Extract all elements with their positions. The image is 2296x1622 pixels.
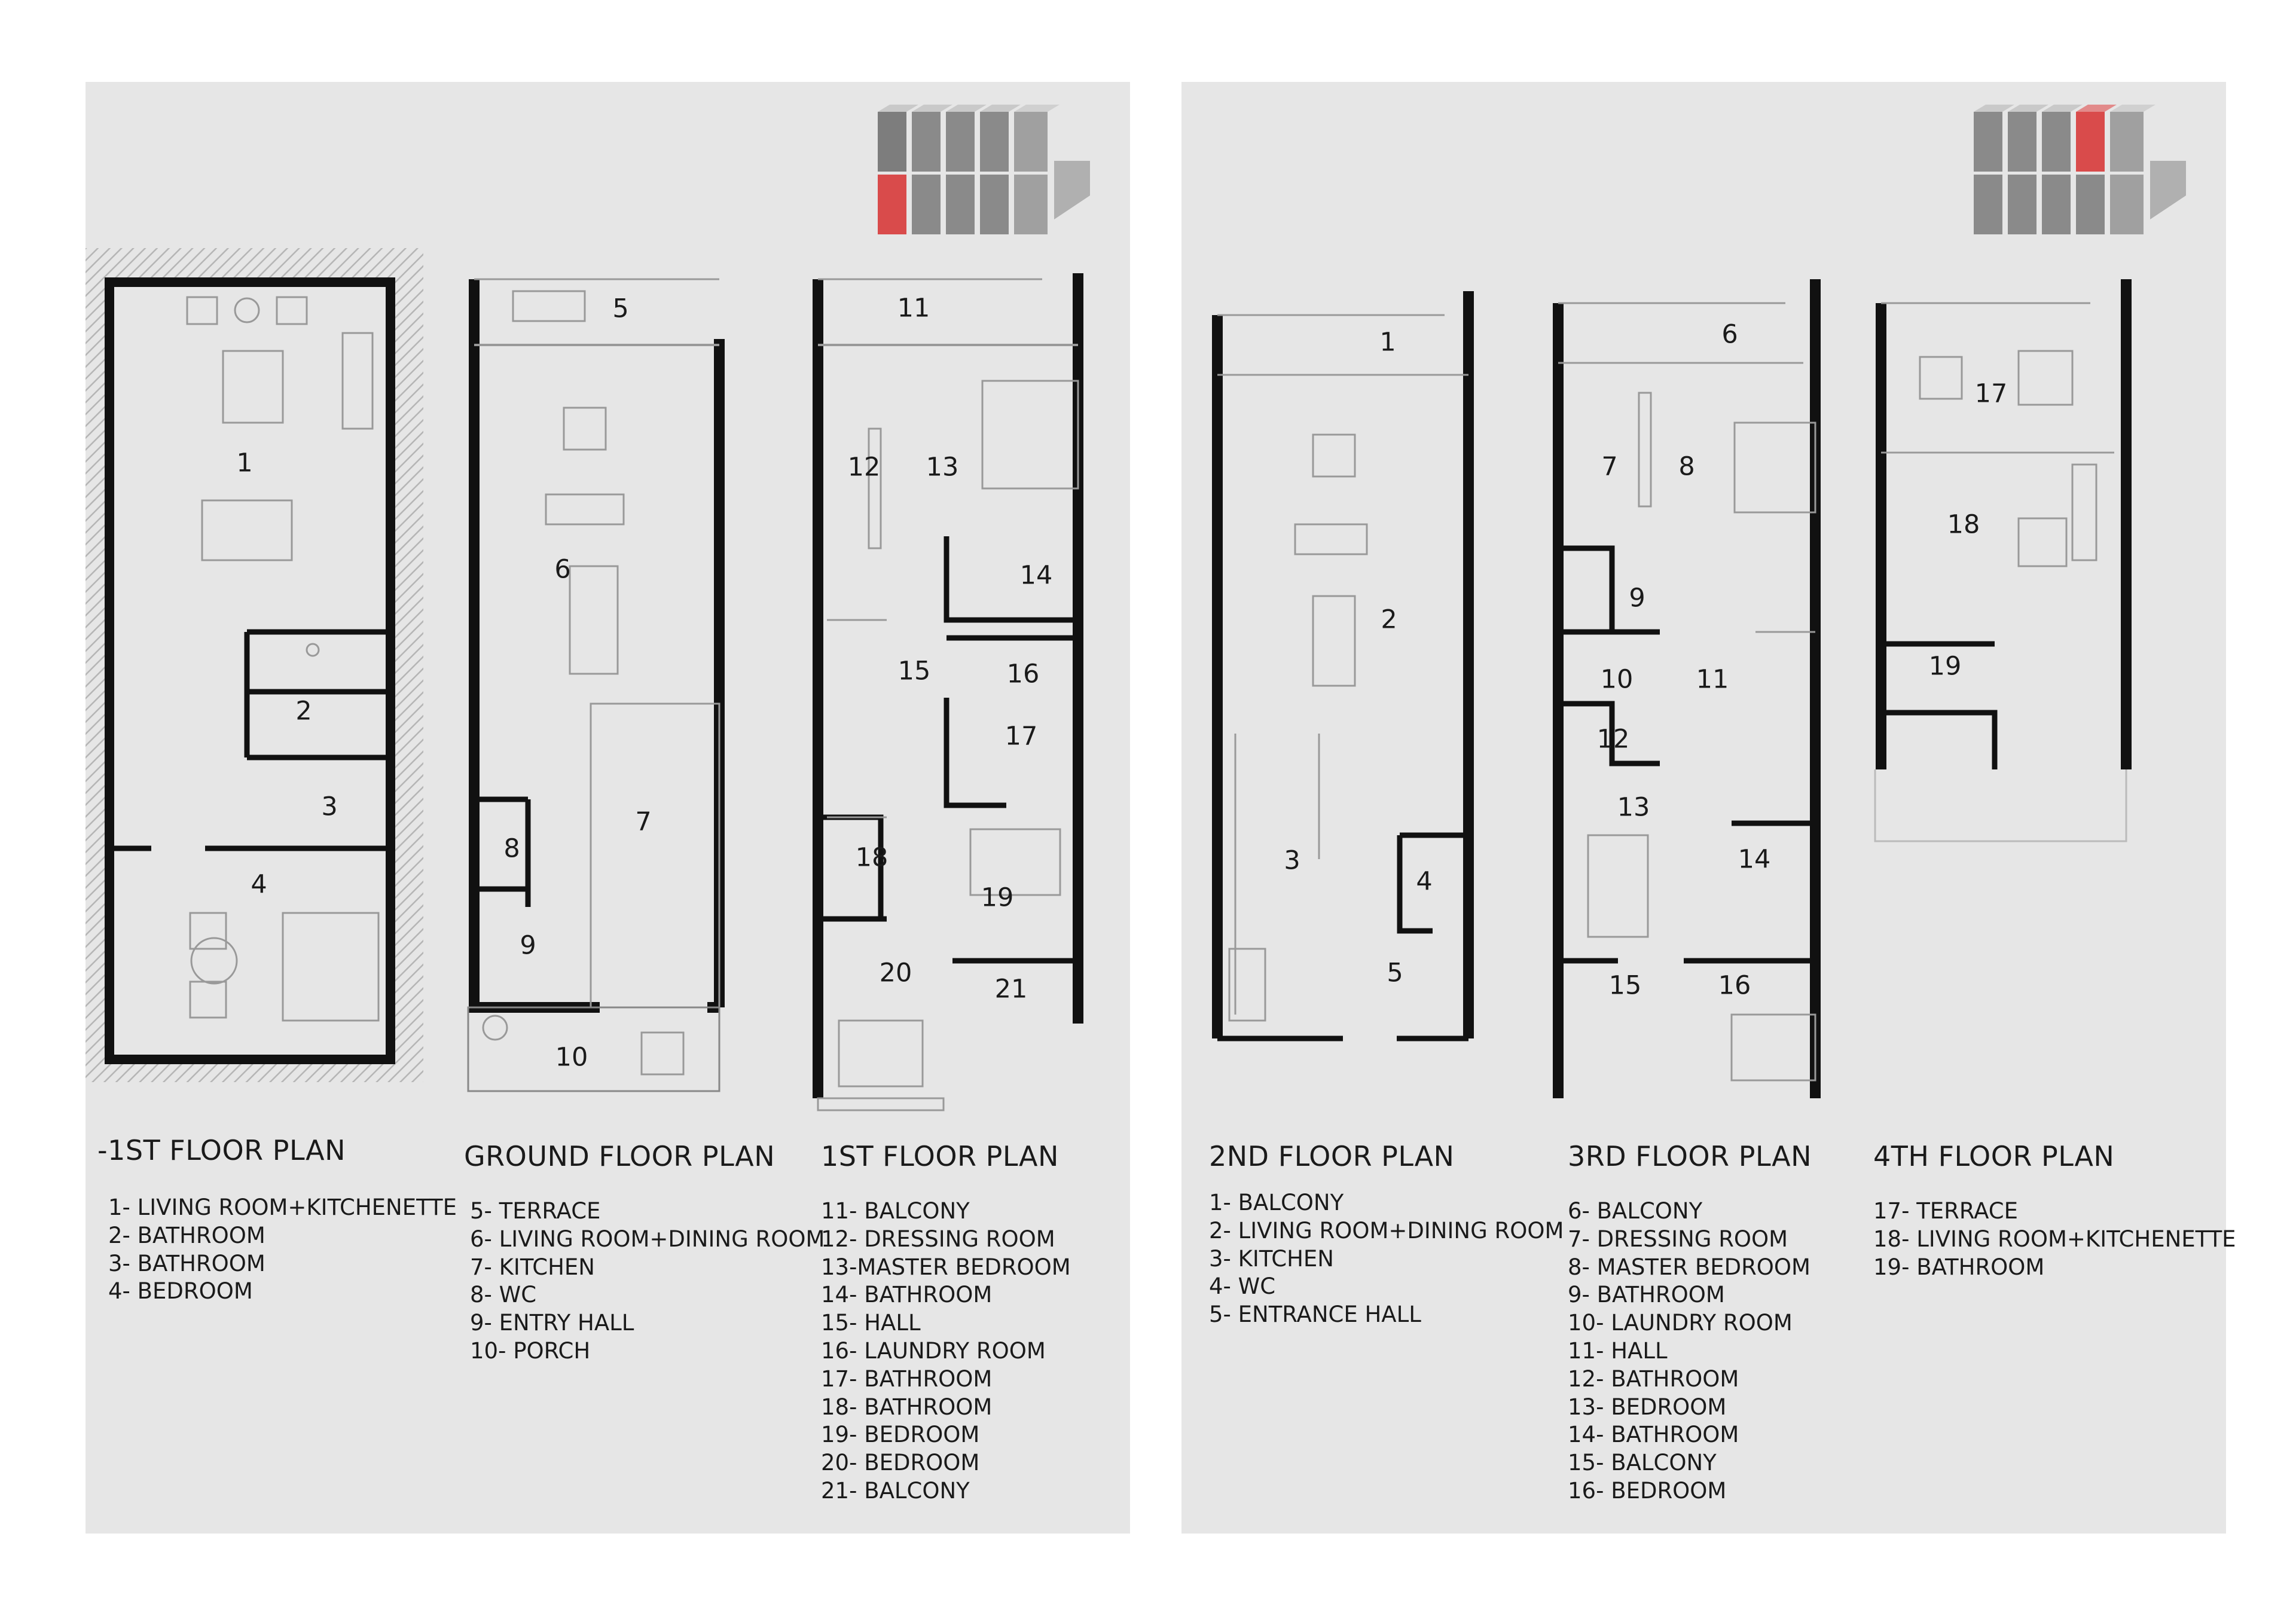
right-sheet: [1181, 82, 2236, 1534]
plan-title-third: 3RD FLOOR PLAN: [1568, 1140, 1812, 1172]
room-label-6: 6: [1721, 319, 1738, 350]
legend-item: 16- BEDROOM: [1568, 1477, 1727, 1504]
plan-second: [1217, 291, 1468, 1038]
room-label-7: 7: [1601, 451, 1618, 482]
legend-item: 6- LIVING ROOM+DINING ROOM: [470, 1226, 825, 1252]
legend-item: 18- BATHROOM: [821, 1394, 993, 1420]
room-label-12: 12: [847, 452, 881, 482]
legend-third: [1568, 1198, 1810, 1505]
room-label-6: 6: [554, 554, 571, 585]
room-label-13: 13: [926, 452, 959, 482]
room-label-19: 19: [981, 882, 1014, 913]
room-label-16: 16: [1006, 659, 1040, 689]
plan-third: [1558, 279, 1815, 1098]
room-label-17: 17: [1004, 721, 1038, 752]
legend-fourth: [1873, 1198, 2236, 1281]
plan-first: [818, 273, 1078, 1110]
legend-item: 17- BATHROOM: [821, 1366, 993, 1392]
legend-item: 19- BEDROOM: [821, 1422, 980, 1448]
legend-item: 13-MASTER BEDROOM: [821, 1254, 1071, 1280]
legend-item: 9- ENTRY HALL: [470, 1310, 634, 1336]
plan-title-first: 1ST FLOOR PLAN: [821, 1140, 1059, 1172]
room-label-8: 8: [503, 833, 520, 864]
legend-item: 11- BALCONY: [821, 1198, 970, 1224]
legend-item: 4- WC: [1209, 1273, 1276, 1300]
room-label-9: 9: [1629, 583, 1645, 613]
room-label-11: 11: [897, 293, 930, 323]
legend-first: [821, 1198, 1071, 1505]
legend-item: 18- LIVING ROOM+KITCHENETTE: [1873, 1226, 2236, 1252]
legend-item: 19- BATHROOM: [1873, 1254, 2045, 1280]
room-label-11: 11: [1696, 664, 1729, 695]
legend-item: 8- WC: [470, 1282, 537, 1308]
room-label-8: 8: [1678, 451, 1695, 482]
room-label-15: 15: [1608, 970, 1642, 1001]
legend-item: 13- BEDROOM: [1568, 1394, 1727, 1420]
room-label-5: 5: [612, 294, 629, 324]
massing-diagram-right: [1974, 105, 2186, 234]
left-sheet: [86, 82, 1130, 1534]
massing-diagram-left: [878, 105, 1090, 234]
plan-title-fourth: 4TH FLOOR PLAN: [1873, 1140, 2115, 1172]
room-label-14: 14: [1738, 844, 1771, 875]
legend-item: 12- DRESSING ROOM: [821, 1226, 1055, 1252]
legend-item: 20- BEDROOM: [821, 1450, 980, 1476]
room-label-1: 1: [236, 448, 253, 478]
plan-ground: [468, 279, 719, 1091]
room-label-12: 12: [1596, 724, 1630, 755]
room-label-3: 3: [321, 792, 338, 822]
room-label-5: 5: [1387, 958, 1403, 988]
legend-item: 11- HALL: [1568, 1337, 1668, 1364]
legend-item: 17- TERRACE: [1873, 1198, 2018, 1224]
legend-basement: [108, 1194, 457, 1306]
room-label-18: 18: [1947, 509, 1980, 540]
legend-item: 4- BEDROOM: [108, 1278, 253, 1305]
legend-item: 2- BATHROOM: [108, 1222, 265, 1248]
room-label-14: 14: [1019, 560, 1053, 591]
legend-item: 14- BATHROOM: [821, 1282, 993, 1308]
room-label-17: 17: [1974, 378, 2008, 409]
room-label-21: 21: [994, 974, 1028, 1004]
plan-title-basement: -1ST FLOOR PLAN: [97, 1134, 346, 1166]
legend-item: 3- BATHROOM: [108, 1250, 265, 1276]
room-label-18: 18: [855, 842, 889, 873]
legend-second: [1209, 1189, 1564, 1329]
legend-item: 15- BALCONY: [1568, 1450, 1717, 1476]
room-label-4: 4: [1416, 866, 1433, 897]
legend-item: 7- DRESSING ROOM: [1568, 1226, 1788, 1252]
plan-basement: [86, 248, 423, 1082]
room-label-1: 1: [1379, 327, 1396, 358]
legend-item: 8- MASTER BEDROOM: [1568, 1254, 1810, 1280]
legend-item: 10- PORCH: [470, 1337, 591, 1364]
plan-title-second: 2ND FLOOR PLAN: [1209, 1140, 1455, 1172]
room-label-20: 20: [879, 958, 912, 988]
legend-item: 1- LIVING ROOM+KITCHENETTE: [108, 1195, 457, 1220]
room-label-3: 3: [1284, 845, 1300, 876]
room-label-13: 13: [1617, 792, 1650, 823]
room-label-10: 10: [555, 1042, 588, 1073]
legend-item: 2- LIVING ROOM+DINING ROOM: [1209, 1217, 1564, 1244]
legend-item: 6- BALCONY: [1568, 1198, 1703, 1224]
legend-item: 12- BATHROOM: [1568, 1366, 1739, 1392]
legend-item: 15- HALL: [821, 1310, 921, 1336]
room-label-2: 2: [1381, 604, 1397, 635]
legend-ground: [470, 1198, 825, 1366]
legend-item: 16- LAUNDRY ROOM: [821, 1337, 1046, 1364]
room-label-16: 16: [1718, 970, 1751, 1001]
room-label-19: 19: [1928, 651, 1962, 682]
room-label-2: 2: [295, 696, 312, 726]
legend-item: 9- BATHROOM: [1568, 1282, 1725, 1308]
legend-item: 7- KITCHEN: [470, 1254, 595, 1280]
legend-item: 10- LAUNDRY ROOM: [1568, 1310, 1793, 1336]
plan-title-ground: GROUND FLOOR PLAN: [464, 1140, 775, 1172]
legend-item: 5- TERRACE: [470, 1198, 601, 1224]
plan-fourth: [1875, 279, 2126, 841]
legend-item: 1- BALCONY: [1209, 1190, 1344, 1215]
legend-item: 14- BATHROOM: [1568, 1422, 1739, 1448]
legend-item: 21- BALCONY: [821, 1477, 970, 1504]
room-label-7: 7: [635, 807, 652, 837]
room-label-15: 15: [897, 656, 931, 686]
legend-item: 5- ENTRANCE HALL: [1209, 1302, 1421, 1328]
room-label-10: 10: [1600, 664, 1634, 695]
legend-item: 3- KITCHEN: [1209, 1245, 1334, 1272]
room-label-4: 4: [251, 869, 267, 900]
room-label-9: 9: [520, 930, 536, 961]
